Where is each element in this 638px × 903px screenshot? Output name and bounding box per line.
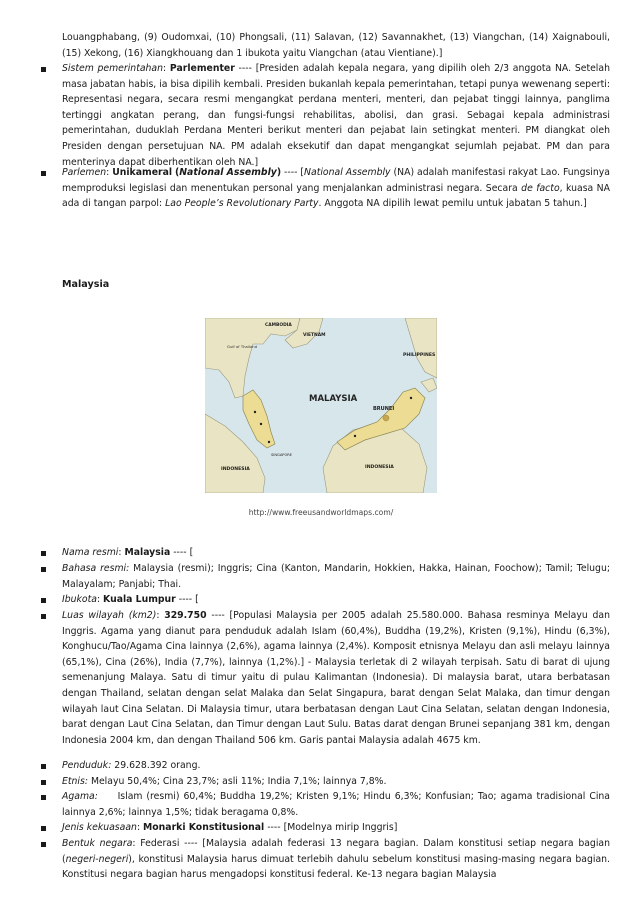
map-label-brunei: BRUNEI [373,406,395,412]
field-label: Agama: [62,791,98,802]
bullet-marker [41,567,46,572]
field-value: Unikameral [112,167,173,178]
field-text: ---- [Presiden adalah kepala negara, yang dipilih oleh 2/3 anggota NA. Setelah masa jabatan habis, ia bisa dipilih kembali. Presiden bukanlah kepala pemerintahan, tetapi punya wewenang seperti: Representasi negara, secara resmi mengangkat perdana menteri, menteri, dan pejabat tinggi lainnya, panglima tertinggi angkatan perang, dan fungsi-fungsi rehabilitas, abolisi, dan grasi. Sebagai kepala administrasi pemerintahan, duduklah Perdana Menteri berikut menteri dan pejabat lain setingkat menteri. PM diangkat oleh Presiden dengan persetujuan NA. PM adalah eksekutif dan dapat mengangkat sejumlah pejabat. PM dan para menterinya dapat diberhentikan oleh NA.] [62,63,610,168]
malaysia-area: Luas wilayah (km2): 329.750 ---- [Populasi Malaysia per 2005 adalah 25.580.000. Bahasa resminya Melayu dan Inggris. Agama yang dianut para penduduk adalah Islam (60,4%), Buddha (19,2%), Kristen (9,1%), Hindu (6,3%), Konghucu/Tao/Agama Cina lainnya (2,6%), agama lainnya (2,4%). Komposit etnisnya Melayu dan asli melayu lainnya (65,1%), Cina (26%), India (7,7%), lainnya (1,2%).] - Malaysia terletak di 2 wilayah terpisah. Satu di barat di ujung semenanjung Malaya. Satu di timur yaitu di pulau Kalimantan (Indonesia). Di malaysia barat, utara berbatasan dengan Thailand, selatan dengan selat Malaka dan Selat Singapura, barat dengan Selat Malaka, dan timur dengan wilayah laut Cina Selatan. Di Malaysia timur, utara berbatasan dengan Laut Cina Selatan, selatan dengan Indonesia, barat dengan Laut Cina Selatan, dan Timur dengan Laut Sulu. Batas darat dengan Brunei sepanjang 381 km, dengan Indonesia 2004 km, dan dengan Thailand 506 km. Garis pantai Malaysia adalah 4675 km. [62,610,610,746]
laos-government-system: Sistem pemerintahan: Parlementer ---- [Presiden adalah kepala negara, yang dipilih oleh 2/3 anggota NA. Setelah masa jabatan habis, ia bisa dipilih kembali. Presiden bukanlah kepala pemerintahan, tetapi punya wewenang seperti: Representasi negara, secara resmi mengangkat perdana menteri, menteri, dan pejabat tinggi lainnya, panglima tertinggi angkatan perang, dan fungsi-fungsi rehabilitas, abolisi, dan grasi. Sebagai kepala administrasi pemerintahan, duduklah Perdana Menteri berikut menteri dan pejabat lain setingkat menteri. PM diangkat oleh Presiden dengan persetujuan NA. PM adalah eksekutif dan dapat mengangkat sejumlah pejabat. PM dan para menterinya dapat diberhentikan oleh NA.] [62,63,610,168]
field-label: Penduduk: [62,760,112,771]
malaysia-official-language: Bahasa resmi: Malaysia (resmi); Inggris; Cina (Kanton, Mandarin, Hokkien, Hakka, Hainan, Foochow); Tamil; Telugu; Malayalam; Panjabi; Thai. [62,563,610,590]
map-label-indonesia-east: INDONESIA [365,465,394,470]
bullet-marker [41,67,46,72]
bullet-marker [41,780,46,785]
map-label-indonesia-west: INDONESIA [221,467,250,472]
field-value: Parlementer [169,63,235,74]
malaysia-official-name: Nama resmi: Malaysia ---- [ [62,547,194,558]
field-label: Nama resmi [62,547,119,558]
field-label: Etnis: [62,776,88,787]
map-label-gulf: Gulf of Thailand [227,344,258,349]
malaysia-religion: Agama: Islam (resmi) 60,4%; Buddha 19,2%; Kristen 9,1%; Hindu 6,3%; Konfusian; Tao; agama tradisional Cina lainnya 2,6%; lainnya 1,5%; tidak beragama 0,8%. [62,791,613,818]
malaysia-state-form: Bentuk negara: Federasi ---- [Malaysia adalah federasi 13 negara bagian. Dalam konstitusi setiap negara bagian (negeri-negeri), konstitusi Malaysia harus dimuat terlebih dahulu sebelum konstitusi masing-masing negara bagian. Konstitusi negara bagian harus mengadopsi konstitusi federal. Ke-13 negara bagian Malaysia [62,838,610,881]
laos-provinces-continuation: Louangphabang, (9) Oudomxai, (10) Phongsali, (11) Salavan, (12) Savannakhet, (13) Viangchan, (14) Xaignabouli, (15) Xekong, (16) Xiangkhouang dan 1 ibukota yaitu Viangchan (atau Vientiane).] [62,32,610,59]
field-value-en: National Assembly [179,167,277,178]
field-label: Bentuk negara [62,838,133,849]
field-label: Ibukota [62,594,97,605]
field-value: Kuala Lumpur [103,594,176,605]
field-label: Luas wilayah (km2) [62,610,157,621]
malaysia-capital: Ibukota: Kuala Lumpur ---- [ [62,594,199,605]
map-caption-link[interactable]: http://www.freeusandworldmaps.com/ [248,508,394,517]
map-label-singapore: SINGAPORE [271,453,293,457]
field-value: Monarki Konstitusional [143,822,265,833]
section-title-malaysia: Malaysia [62,279,110,290]
bullet-marker [41,826,46,831]
malaysia-population: Penduduk: 29.628.392 orang. [62,760,201,771]
bullet-marker [41,171,46,176]
field-value: 329.750 [164,610,207,621]
map-label-malaysia: MALAYSIA [309,394,358,404]
laos-parliament: Parlemen: Unikameral (National Assembly) ---- [National Assembly (NA) adalah manifestasi rakyat Lao. Fungsinya memproduksi legislasi dan menentukan personal yang menjalankan administrasi negara. Secara de facto, kuasa NA ada di tangan parpol: Lao People’s Revolutionary Party. Anggota NA dipilih lewat pemilu untuk jabatan 5 tahun.] [62,167,610,210]
field-label: Sistem pemerintahan [62,63,164,74]
bullet-marker [41,764,46,769]
field-label: Jenis kekuasaan [62,822,137,833]
field-value: Malaysia [124,547,171,558]
map-label-cambodia: CAMBODIA [265,323,292,328]
bullet-marker [41,614,46,619]
map-illustration [205,318,437,493]
bullet-marker [41,842,46,847]
map-label-vietnam: VIETNAM [303,333,326,338]
bullet-marker [41,551,46,556]
malaysia-power-type: Jenis kekuasaan: Monarki Konstitusional ---- [Modelnya mirip Inggris] [62,822,398,833]
bullet-marker [41,795,46,800]
map-label-philippines: PHILIPPINES [403,353,436,358]
field-label: Bahasa resmi: [62,563,130,574]
field-label: Parlemen [62,167,107,178]
malaysia-map-image [205,318,437,493]
bullet-marker [41,598,46,603]
malaysia-ethnicity: Etnis: Melayu 50,4%; Cina 23,7%; asli 11%; India 7,1%; lainnya 7,8%. [62,776,387,787]
